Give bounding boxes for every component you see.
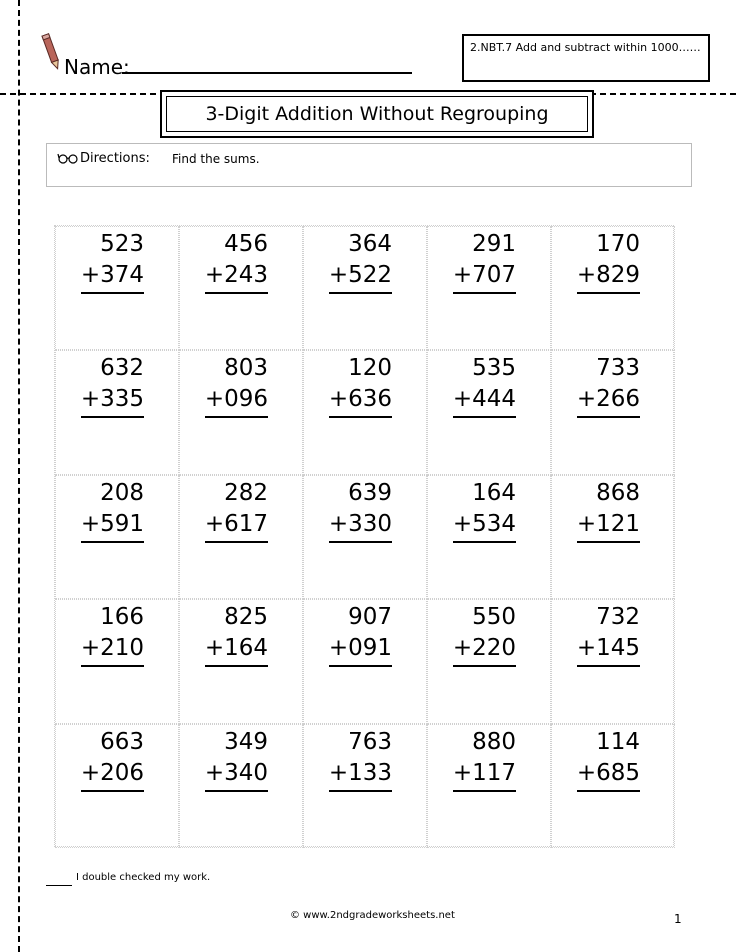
addend-top: 733 [596,355,640,382]
addend-bottom: +374 [81,260,144,294]
addend-top: 639 [348,479,392,506]
addend-top: 291 [472,231,516,257]
name-input-line[interactable] [122,72,412,74]
addend-top: 763 [348,728,392,755]
addition-problem [453,478,516,543]
addend-top: 170 [596,231,640,257]
name-label: Name: [64,55,130,79]
addend-top: 349 [224,728,268,755]
problem-cell[interactable] [303,350,427,474]
directions-box [46,143,692,187]
addend-top: 803 [224,355,268,382]
addition-problem [577,602,640,667]
check-text: I double checked my work. [76,872,211,883]
addition-problem [577,478,640,543]
problem-cell[interactable] [427,350,551,474]
addition-problem [453,727,516,792]
problem-cell[interactable] [55,350,179,474]
addend-bottom: +617 [205,509,268,543]
glasses-icon [57,151,79,165]
problem-cell[interactable] [427,475,551,599]
problem-cell[interactable] [551,350,675,474]
problem-cell[interactable] [179,350,303,474]
addition-problem [329,229,392,294]
problem-cell[interactable] [55,226,179,350]
addend-top: 868 [596,479,640,506]
addend-top: 825 [224,604,268,631]
addend-top: 114 [596,728,640,755]
addend-bottom: +121 [577,509,640,543]
addend-top: 120 [348,355,392,382]
addend-bottom: +591 [81,509,144,543]
problem-cell[interactable] [55,724,179,848]
addend-bottom: +636 [329,384,392,418]
addition-problem [577,727,640,792]
addend-bottom: +266 [577,384,640,418]
addend-top: 164 [472,479,516,506]
problem-cell[interactable] [303,226,427,350]
addend-top: 880 [472,728,516,755]
problem-cell[interactable] [427,226,551,350]
addend-top: 166 [100,604,144,631]
addend-top: 456 [224,231,268,257]
problem-cell[interactable] [551,599,675,723]
check-line[interactable] [46,885,72,886]
addition-problem [205,727,268,792]
addend-top: 632 [100,355,144,382]
addition-problem [329,478,392,543]
problem-cell[interactable] [179,475,303,599]
addend-top: 208 [100,479,144,506]
problem-cell[interactable] [55,475,179,599]
problem-cell[interactable] [303,475,427,599]
page-number: 1 [674,912,682,926]
addition-problem [453,602,516,667]
addition-problem [81,353,144,418]
addend-bottom: +096 [205,384,268,418]
addend-bottom: +243 [205,260,268,294]
problem-cell[interactable] [427,599,551,723]
addition-problem [81,478,144,543]
page-title: 3-Digit Addition Without Regrouping [205,103,549,125]
standard-box: 2.NBT.7 Add and subtract within 1000…… [462,34,710,82]
addition-problem [329,353,392,418]
addend-bottom: +164 [205,633,268,667]
addend-bottom: +330 [329,509,392,543]
problem-cell[interactable] [179,226,303,350]
addend-bottom: +340 [205,758,268,792]
addition-problem [205,229,268,294]
footer-credit: © www.2ndgradeworksheets.net [290,910,455,921]
addend-top: 907 [348,604,392,631]
addition-problem [453,229,516,294]
addition-problem [81,602,144,667]
addition-problem [205,353,268,418]
addition-problem [81,727,144,792]
problem-cell[interactable] [551,226,675,350]
addend-bottom: +444 [453,384,516,418]
addition-problem [329,602,392,667]
vertical-fold-line [18,0,20,952]
addition-problem [205,602,268,667]
problem-cell[interactable] [55,599,179,723]
addend-bottom: +210 [81,633,144,667]
addition-problem [329,727,392,792]
addend-bottom: +522 [329,260,392,294]
problem-grid [54,225,674,847]
addend-bottom: +206 [81,758,144,792]
problem-cell[interactable] [179,724,303,848]
addend-bottom: +220 [453,633,516,667]
addend-bottom: +707 [453,260,516,294]
addend-bottom: +335 [81,384,144,418]
addend-bottom: +133 [329,758,392,792]
addend-bottom: +685 [577,758,640,792]
addend-top: 282 [224,479,268,506]
pencil-icon [40,32,62,72]
addend-top: 663 [100,728,144,755]
addition-problem [577,353,640,418]
addend-bottom: +117 [453,758,516,792]
addition-problem [205,478,268,543]
directions-label: Directions: [80,151,150,166]
addend-top: 732 [596,604,640,631]
addend-bottom: +145 [577,633,640,667]
addend-top: 364 [348,231,392,257]
title-box [160,90,594,138]
problem-cell[interactable] [551,724,675,848]
addend-bottom: +829 [577,260,640,294]
addend-bottom: +534 [453,509,516,543]
problem-cell[interactable] [303,599,427,723]
addend-top: 535 [472,355,516,382]
addend-top: 550 [472,604,516,631]
addend-bottom: +091 [329,633,392,667]
directions-text: Find the sums. [172,152,260,166]
problem-cell[interactable] [551,475,675,599]
problem-cell[interactable] [427,724,551,848]
addend-top: 523 [100,231,144,257]
addition-problem [81,229,144,294]
problem-cell[interactable] [179,599,303,723]
addition-problem [453,353,516,418]
problem-cell[interactable] [303,724,427,848]
addition-problem [577,229,640,294]
